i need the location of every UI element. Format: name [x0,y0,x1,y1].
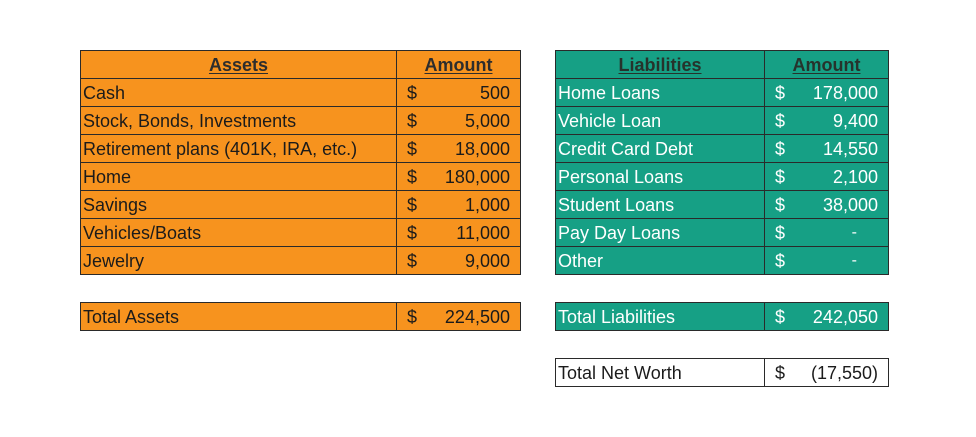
liability-label-cell[interactable]: Other [556,247,765,275]
table-row [81,191,521,219]
liability-amount-cell[interactable] [765,79,889,107]
asset-amount-value: 9,000 [464,250,510,271]
currency-symbol: $ [775,82,786,103]
asset-amount-cell[interactable] [397,191,521,219]
total-liabilities-label[interactable]: Total Liabilities [556,303,765,331]
asset-amount-value: 180,000 [444,166,510,187]
liability-label-cell[interactable]: Student Loans [556,191,765,219]
zero-dash: - [851,251,857,269]
net-worth-label[interactable]: Total Net Worth [556,359,765,387]
currency-symbol: $ [407,110,418,131]
zero-dash: - [851,223,857,241]
total-assets-amount-cell[interactable] [397,303,521,331]
currency-symbol: $ [775,138,786,159]
assets-table [80,50,521,275]
table-row [81,135,521,163]
liabilities-header-row [556,51,889,79]
asset-amount-value: 18,000 [454,138,510,159]
liability-amount-cell[interactable] [765,247,889,275]
table-row [81,219,521,247]
currency-symbol: $ [407,82,418,103]
table-row [81,247,521,275]
liability-amount-value: 2,100 [832,166,878,187]
table-row [556,107,889,135]
total-liabilities-value: 242,050 [812,306,878,327]
currency-symbol: $ [775,222,786,243]
currency-symbol: $ [407,166,418,187]
currency-symbol: $ [775,166,786,187]
total-assets-value: 224,500 [444,306,510,327]
currency-symbol: $ [775,306,786,327]
liability-amount-value: 9,400 [832,110,878,131]
currency-symbol: $ [407,194,418,215]
liabilities-header-label[interactable]: Liabilities [556,51,765,79]
asset-amount-value: 1,000 [464,194,510,215]
total-liabilities-row [556,303,889,331]
asset-label-cell[interactable]: Savings [81,191,397,219]
asset-amount-value: 5,000 [464,110,510,131]
liability-label-cell[interactable]: Pay Day Loans [556,219,765,247]
asset-label-cell[interactable]: Stock, Bonds, Investments [81,107,397,135]
assets-header-row [81,51,521,79]
asset-amount-cell[interactable] [397,135,521,163]
liability-amount-value: 14,550 [822,138,878,159]
asset-amount-cell[interactable] [397,107,521,135]
net-worth-row [556,359,889,387]
liability-amount-cell[interactable] [765,163,889,191]
liabilities-table [555,50,889,275]
liability-amount-cell[interactable] [765,107,889,135]
currency-symbol: $ [775,110,786,131]
net-worth-table [555,358,889,387]
table-row [81,107,521,135]
table-row [81,79,521,107]
asset-amount-value: 11,000 [456,222,510,243]
assets-header-label[interactable]: Assets [81,51,397,79]
asset-label-cell[interactable]: Cash [81,79,397,107]
table-row [556,135,889,163]
asset-label-cell[interactable]: Retirement plans (401K, IRA, etc.) [81,135,397,163]
asset-label-cell[interactable]: Jewelry [81,247,397,275]
liabilities-header-amount[interactable]: Amount [765,51,889,79]
liability-amount-value: 38,000 [822,194,878,215]
liability-label-cell[interactable]: Vehicle Loan [556,107,765,135]
liability-label-cell[interactable]: Credit Card Debt [556,135,765,163]
table-row [81,163,521,191]
asset-amount-cell[interactable] [397,247,521,275]
currency-symbol: $ [407,306,418,327]
currency-symbol: $ [407,138,418,159]
total-assets-table [80,302,521,331]
net-worth-value: (17,550) [810,362,878,383]
currency-symbol: $ [407,222,418,243]
assets-header-amount[interactable]: Amount [397,51,521,79]
currency-symbol: $ [407,250,418,271]
table-row [556,79,889,107]
total-assets-row [81,303,521,331]
total-liabilities-table [555,302,889,331]
liability-amount-cell[interactable] [765,191,889,219]
asset-label-cell[interactable]: Home [81,163,397,191]
table-row [556,247,889,275]
asset-amount-cell[interactable] [397,163,521,191]
total-assets-label[interactable]: Total Assets [81,303,397,331]
liability-amount-cell[interactable] [765,135,889,163]
net-worth-amount-cell[interactable] [765,359,889,387]
total-liabilities-amount-cell[interactable] [765,303,889,331]
currency-symbol: $ [775,250,786,271]
currency-symbol: $ [775,362,786,383]
liability-label-cell[interactable]: Home Loans [556,79,765,107]
table-row [556,219,889,247]
asset-amount-cell[interactable] [397,219,521,247]
asset-amount-cell[interactable] [397,79,521,107]
table-row [556,163,889,191]
liability-label-cell[interactable]: Personal Loans [556,163,765,191]
liability-amount-cell[interactable] [765,219,889,247]
currency-symbol: $ [775,194,786,215]
asset-label-cell[interactable]: Vehicles/Boats [81,219,397,247]
table-row [556,191,889,219]
asset-amount-value: 500 [479,82,510,103]
liability-amount-value: 178,000 [812,82,878,103]
